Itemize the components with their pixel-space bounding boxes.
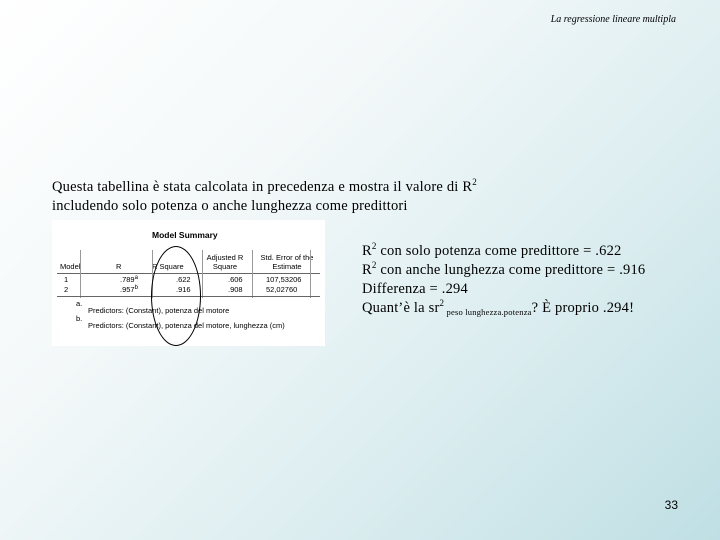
cell-r: .957$^b$ (120, 285, 138, 294)
cell-model: 2 (64, 285, 69, 294)
model-summary-title: Model Summary (152, 230, 218, 240)
intro-superscript: 2 (472, 177, 477, 187)
result-line-4: Quant’è la $sr^2$ $_{peso lunghezza.potenza}$? È proprio .294! (362, 298, 635, 317)
intro-line-1: Questa tabellina è stata calcolata in precedenza e mostra il valore di R (52, 179, 473, 195)
results-text (362, 242, 645, 318)
model-summary-table: Model Summary Model R R Square Adjusted R Square Std. Error of the Estimate 1 .789$^a$ .622 .606 107,53206 2 .957$^b$ .916 .908 52,02760 a. Predictors: (Constant), potenza del motore b. Predictors: (Constant), potenza del motore, lunghezza (cm) (52, 220, 325, 346)
result-line-2: $R^2$ con anche lunghezza come predittore = .916 (362, 260, 646, 278)
col-header-model: Model (60, 262, 81, 271)
page-number: 33 (664, 498, 678, 512)
cell-r-square: .916 (176, 285, 191, 294)
cell-adjusted-r-square: .908 (228, 285, 243, 294)
cell-r: .789$^a$ (120, 275, 138, 284)
intro-text (52, 178, 672, 216)
result-line-1: $R^2$ con solo potenza come predittore = .622 (362, 241, 622, 259)
col-header-r-square: R Square (152, 262, 184, 271)
col-header-std-error: Std. Error of the Estimate (260, 253, 314, 271)
cell-std-error: 52,02760 (266, 285, 298, 294)
col-header-r: R (116, 262, 122, 271)
cell-model: 1 (64, 275, 69, 284)
highlight-circle (151, 246, 201, 346)
intro-line-2: includendo solo potenza o anche lunghezza come predittori (52, 198, 408, 214)
result-line-3: Differenza = .294 (362, 281, 468, 297)
header-title: La regressione lineare multipla (550, 14, 676, 25)
cell-std-error: 107,53206 (266, 275, 302, 284)
cell-adjusted-r-square: .606 (228, 275, 243, 284)
col-header-adjusted-r-square: Adjusted R Square (206, 253, 244, 271)
cell-r-square: .622 (176, 275, 191, 284)
